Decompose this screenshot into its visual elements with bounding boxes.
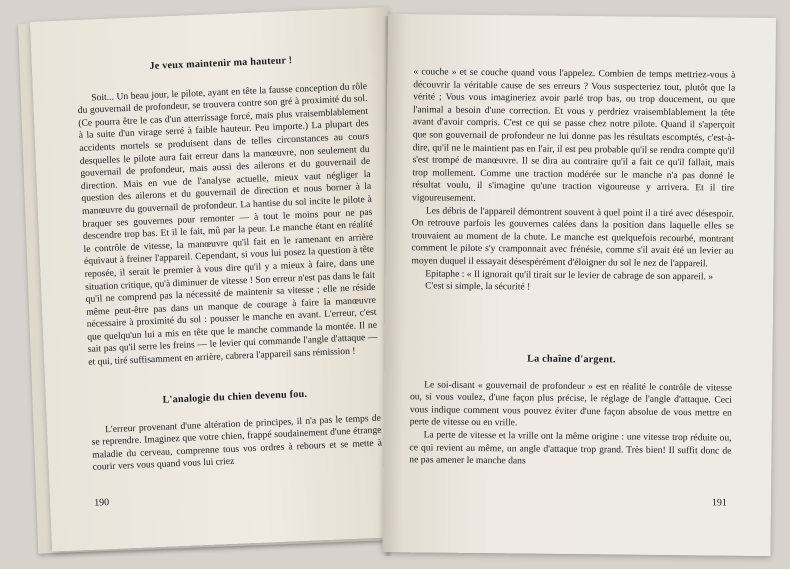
paragraph: L'erreur provenant d'une altération de principes, il n'a pas le temps de se reprendre. Imaginez que votre chien, frappé soudainement d'une étrange maladie du cerveau, comprenne tous vos ordres à rebours et se mette à courir vers vous quand vous lui criez [91, 412, 383, 474]
paragraph: C'est si simple, la sécurité ! [425, 280, 531, 293]
paragraph: Epitaphe : « Il ignorait qu'il tirait sur le levier de cabrage de son appareil. » [425, 267, 714, 282]
page-number-right: 191 [711, 497, 727, 509]
paragraph: Les débris de l'appareil démontrent souvent à quel point il a tiré avec désespoir. On retrouve parfois les gouvernes calées dans la position dans laquelle elles se trouvaient au moment de la chute. Le manche est quelquefois recourbé, montrant comment le pilote s'y cramponnait avec frénésie, comme s'il avait été un levier au moyen duquel il essayait désespérément d'éloigner du sol le nez de l'appareil. [411, 204, 734, 270]
right-page [382, 14, 776, 556]
section-heading-chien: L'analogie du chien devenu fou. [162, 388, 308, 406]
left-text-top [76, 52, 379, 370]
section-heading-chaine: La chaîne d'argent. [527, 353, 616, 366]
right-text-bottom [409, 352, 732, 470]
paragraph: « couche » et se couche quand vous l'appelez. Combien de temps mettriez-vous à découvrir la véritable cause de ses erreurs ? Vous suspecteriez tout, plutôt que la vérité ; Vous vous imagineriez avoir parlé trop bas, ou trop doucement, ou que l'animal a besoin d'une correction. Et vous y perdriez vraisemblablement la tête avant d'avoir compris. C'est ce qui se passe chez notre pilote. Quand il s'aperçoit que son gouvernail de profondeur ne lui donne pas les résultats escomptés, c'est-à-dire, qu'il ne le maintient pas en l'air, il est peu probable qu'il se rendra compte qu'il s'est trompé de manœuvre. Il se dira au contraire qu'il a fait ce qu'il fallait, mais trop mollement. Comme une traction modérée sur le manche n'a pas donné le résultat voulu, il s'imagine qu'une traction vigoureuse y arrivera. Et il tire vigoureusement. [412, 66, 736, 204]
paragraph: La perte de vitesse et la vrille ont la même origine : une vitesse trop réduite ou, ce qui revient au même, un angle d'attaque trop grand. Très bien! Il suffit donc de ne pas amener le manche dans [409, 429, 732, 467]
section-heading-hauteur: Je veux maintenir ma hauteur ! [149, 55, 293, 73]
right-text-top [411, 66, 735, 296]
left-page [30, 7, 410, 552]
paragraph: Le soi-disant « gouvernail de profondeur » est en réalité le contrôle de vitesse ou, si vous voulez, d'une façon plus précise, le réglage de l'angle d'attaque. Ceci vous indique comment vous pouvez éviter d'une façon absolue de vous mettre en perte de vitesse ou en vrille. [409, 378, 733, 429]
page-number-left: 190 [93, 497, 110, 509]
left-text-bottom [90, 386, 383, 475]
paragraph: Soit... Un beau jour, le pilote, ayant en tête la fausse conception du rôle du gouvernail de profondeur, se trouvera contre son gré à proximité du sol. (Ce pourra être le cas d'un atterrissage forcé, mais plus vraisemblablement à la suite d'un virage serré à faible hauteur. Peu importe.) La plupart des accidents mortels se produisent dans de telles circonstances au cours desquelles le pilote aura fait erreur dans la manœuvre, non seulement du gouvernail de profondeur, mais aussi des ailerons et du gouvernail de direction. Mais en vue de l'analyse actuelle, mieux vaut négliger la question des ailerons et du gouvernail de direction et nous borner à la manœuvre du gouvernail de profondeur. La hantise du sol incite le pilote à braquer ses gouvernes pour remonter — à tout le moins pour ne pas descendre trop bas. Et il le fait, mû par la peur. Le manche étant en réalité le contrôle de vitesse, la manœuvre qu'il fait en le ramenant en arrière équivaut à freiner l'appareil. Cependant, si vous lui posez la question à tête reposée, il serait le premier à vous dire qu'il y a mieux à faire, dans une situation critique, qu'à diminuer de vitesse ! Son erreur n'est pas dans le fait qu'il ne comprend pas la nécessité de maintenir sa vitesse ; elle ne réside même peut-être pas dans un manque de courage à faire la manœuvre nécessaire à proximité du sol : pousser le manche en avant. L'erreur, c'est que quelqu'un lui a mis en tête que le manche commande la montée. Il ne sait pas qu'il serre les freins — le levier qui commande l'angle d'attaque — et qui, tiré suffisamment en arrière, cabrera l'appareil sans rémission ! [77, 80, 378, 368]
